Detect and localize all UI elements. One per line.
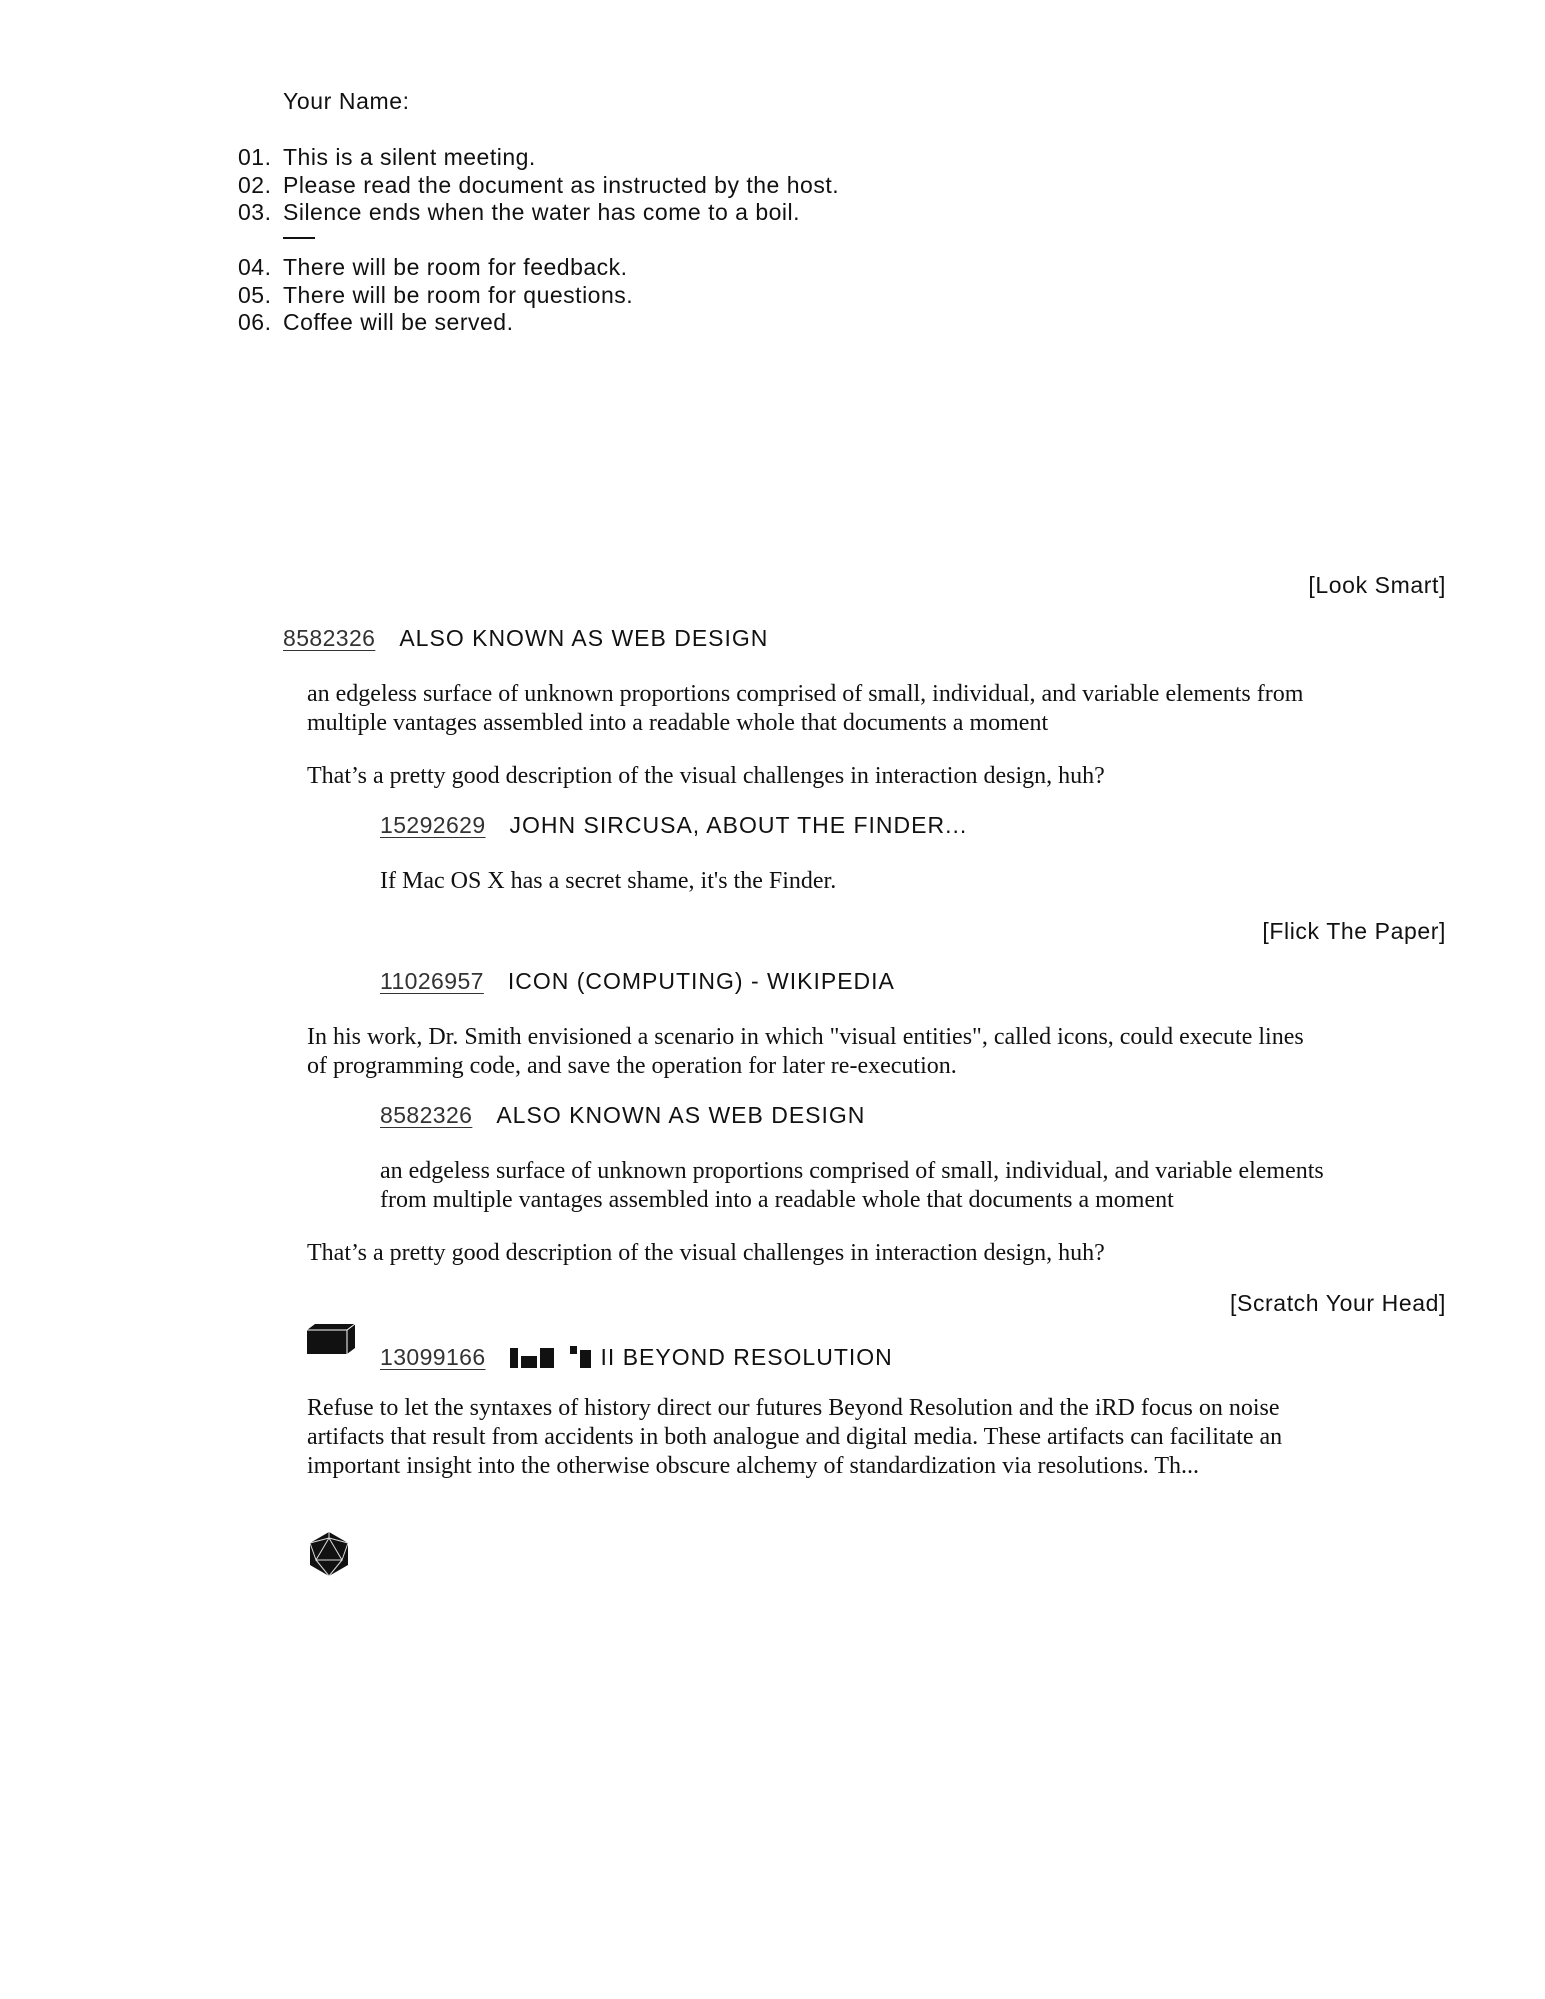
quote-line: artifacts that result from accidents in both analogue and digital media. These artifacts can facilitate an: [307, 1424, 1283, 1450]
quote-line: important insight into the otherwise obscure alchemy of standardization via resolutions. Th...: [307, 1453, 1200, 1479]
card-comment: That’s a pretty good description of the visual challenges in interaction design, huh?: [307, 1240, 1105, 1266]
card-quote: [307, 1394, 1282, 1481]
card-quote: If Mac OS X has a secret shame, it's the Finder.: [380, 868, 837, 894]
rule-number: 01.: [238, 144, 272, 170]
rule-item: [238, 172, 839, 200]
card-quote: [307, 680, 1303, 738]
rule-item: [238, 199, 839, 227]
quote-line: In his work, Dr. Smith envisioned a scenario in which "visual entities", called icons, could execute lines: [307, 1024, 1304, 1050]
card-title: ICON (COMPUTING) - WIKIPEDIA: [507, 968, 895, 994]
polyhedron-icon: [305, 1530, 353, 1578]
glyph-blocks-icon: [510, 1344, 591, 1368]
rule-text: There will be room for questions.: [283, 281, 634, 308]
rule-number: 03.: [238, 199, 272, 225]
name-field-label: Your Name:: [283, 88, 410, 114]
quote-line: Refuse to let the syntaxes of history direct our futures Beyond Resolution and the iRD focus on noise: [307, 1395, 1280, 1421]
quote-line: an edgeless surface of unknown proportions comprised of small, individual, and variable elements: [380, 1158, 1324, 1184]
card-id-link[interactable]: 13099166: [380, 1344, 486, 1370]
card-title: II BEYOND RESOLUTION: [600, 1344, 893, 1370]
rule-text: Please read the document as instructed by the host.: [283, 171, 840, 198]
card-quote: [380, 1157, 1324, 1215]
card-header-beyond-resolution: [380, 1341, 893, 1371]
rule-item: [238, 144, 839, 172]
quote-line: of programming code, and save the operation for later re-execution.: [307, 1053, 957, 1079]
rule-text: Silence ends when the water has come to a boil.: [283, 199, 801, 225]
card-header-web-design: [380, 1102, 865, 1129]
rule-item: [238, 309, 839, 337]
card-header-finder: [380, 812, 967, 839]
card-header-icon-wiki: [380, 968, 895, 995]
card-id-link[interactable]: 8582326: [380, 1102, 473, 1128]
box-icon: [305, 1322, 357, 1356]
card-title: ALSO KNOWN AS WEB DESIGN: [496, 1102, 866, 1128]
rule-text: Coffee will be served.: [283, 309, 514, 335]
rule-divider: [283, 227, 839, 255]
card-comment: That’s a pretty good description of the visual challenges in interaction design, huh?: [307, 763, 1105, 789]
scratch-head-action[interactable]: [Scratch Your Head]: [1230, 1290, 1446, 1316]
card-title: ALSO KNOWN AS WEB DESIGN: [399, 625, 769, 651]
rule-text: There will be room for feedback.: [283, 254, 628, 280]
card-title: JOHN SIRCUSA, ABOUT THE FINDER...: [509, 812, 968, 838]
rule-item: [238, 254, 839, 282]
card-quote: [307, 1023, 1304, 1081]
card-header-web-design: [283, 625, 768, 652]
card-id-link[interactable]: 8582326: [283, 625, 376, 651]
rule-text: This is a silent meeting.: [283, 144, 536, 170]
flick-paper-action[interactable]: [Flick The Paper]: [1262, 918, 1446, 944]
quote-line: an edgeless surface of unknown proportions comprised of small, individual, and variable elements from: [307, 681, 1304, 707]
rule-number: 06.: [238, 309, 272, 335]
look-smart-action[interactable]: [Look Smart]: [1308, 572, 1446, 598]
rule-number: 02.: [238, 171, 272, 198]
rule-item: [238, 282, 839, 310]
card-id-link[interactable]: 15292629: [380, 812, 486, 838]
quote-line: multiple vantages assembled into a readable whole that documents a moment: [307, 710, 1049, 736]
rule-number: 05.: [238, 281, 272, 308]
quote-line: from multiple vantages assembled into a readable whole that documents a moment: [380, 1187, 1174, 1213]
card-id-link[interactable]: 11026957: [380, 968, 484, 994]
meeting-rules: [238, 144, 839, 337]
rule-number: 04.: [238, 254, 272, 280]
